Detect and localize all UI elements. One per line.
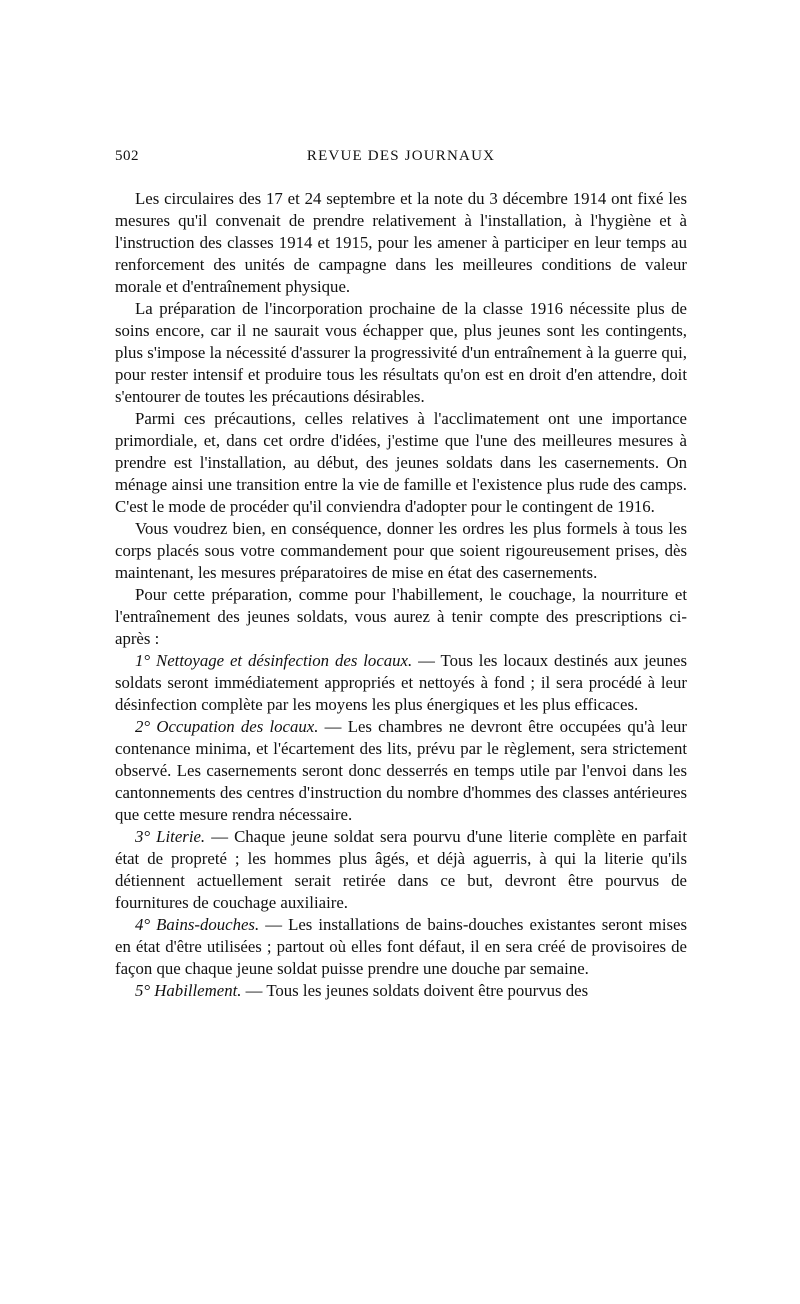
paragraph-3 bbox=[115, 408, 687, 518]
section-heading: 3° Literie. bbox=[135, 827, 206, 846]
paragraph-showers bbox=[115, 914, 687, 980]
paragraph-text: — Tous les jeunes soldats doivent être pourvus des bbox=[241, 981, 589, 1000]
running-head bbox=[115, 148, 687, 178]
paragraph-5 bbox=[115, 584, 687, 650]
paragraph-2 bbox=[115, 298, 687, 408]
section-heading: 1° Nettoyage et désinfection des locaux. bbox=[135, 651, 413, 670]
paragraph-bedding bbox=[115, 826, 687, 914]
paragraph-text: — Chaque jeune soldat sera pourvu d'une literie complète en parfait état de propreté ; les hommes plus âgés, et déjà aguerris, à qui la literie qu'ils détiennent actuellement serait retirée dans ce but, devront être pourvus de fournitures de couchage auxiliaire. bbox=[115, 827, 687, 912]
running-title: REVUE DES JOURNAUX bbox=[306, 148, 496, 164]
paragraph-text: — Tous les locaux destinés aux jeunes soldats seront immédiatement appropriés et nettoyés à fond ; il sera procédé à leur désinfection complète par les moyens les plus énergiques et les plus efficaces. bbox=[115, 651, 687, 714]
body-text bbox=[115, 188, 687, 1002]
paragraph-text: Parmi ces précautions, celles relatives à l'acclimatement ont une importance primordiale, et, dans cet ordre d'idées, j'estime que l'une des meilleures mesures à prendre est l'installation, au début, des jeunes soldats dans les casernements. On ménage ainsi une transition entre la vie de famille et l'existence plus rude des camps. C'est le mode de procéder qu'il conviendra d'adopter pour le contingent de 1916. bbox=[115, 409, 687, 516]
paragraph-cleaning bbox=[115, 650, 687, 716]
paragraph-text: — Les installations de bains-douches existantes seront mises en état d'être utilisées ; partout où elles font défaut, il en sera créé de provisoires de façon que chaque jeune soldat puisse prendre une douche par semaine. bbox=[115, 915, 688, 978]
paragraph-clothing bbox=[115, 980, 687, 1002]
paragraph-text: Vous voudrez bien, en conséquence, donner les ordres les plus formels à tous les corps placés sous votre commandement pour que soient rigoureusement prises, dès maintenant, les mesures préparatoires de mise en état des casernements. bbox=[115, 519, 687, 582]
paragraph-1 bbox=[115, 188, 687, 298]
paragraph-text: Les circulaires des 17 et 24 septembre et la note du 3 décembre 1914 ont fixé les mesures qu'il convenait de prendre relativement à l'installation, à l'hygiène et à l'instruction des classes 1914 et 1915, pour les amener à participer en leur temps au renforcement des unités de campagne dans les meilleures conditions de valeur morale et d'entraînement physique. bbox=[115, 189, 687, 296]
document-page bbox=[115, 148, 687, 1002]
paragraph-text: Pour cette préparation, comme pour l'habillement, le couchage, la nourriture et l'entraînement des jeunes soldats, vous aurez à tenir compte des prescriptions ci-après : bbox=[115, 585, 687, 648]
paragraph-occupation bbox=[115, 716, 687, 826]
paragraph-text: — Les chambres ne devront être occupées qu'à leur contenance minima, et l'écartement des lits, prévu par le règlement, sera strictement observé. Les casernements seront donc desserrés en temps utile par l'envoi dans les cantonnements des centres d'instruction du nombre d'hommes des classes antérieures que cette mesure rendra nécessaire. bbox=[115, 717, 687, 824]
section-heading: 4° Bains-douches. bbox=[135, 915, 260, 934]
section-heading: 2° Occupation des locaux. bbox=[135, 717, 319, 736]
paragraph-4 bbox=[115, 518, 687, 584]
page-number: 502 bbox=[115, 148, 139, 164]
paragraph-text: La préparation de l'incorporation prochaine de la classe 1916 nécessite plus de soins encore, car il ne saurait vous échapper que, plus jeunes sont les contingents, plus s'impose la nécessité d'assurer la progressivité d'un entraînement à la guerre qui, pour rester intensif et produire tous les résultats qu'on est en droit d'en attendre, doit s'entourer de toutes les précautions désirables. bbox=[115, 299, 687, 406]
section-heading: 5° Habillement. bbox=[135, 981, 242, 1000]
